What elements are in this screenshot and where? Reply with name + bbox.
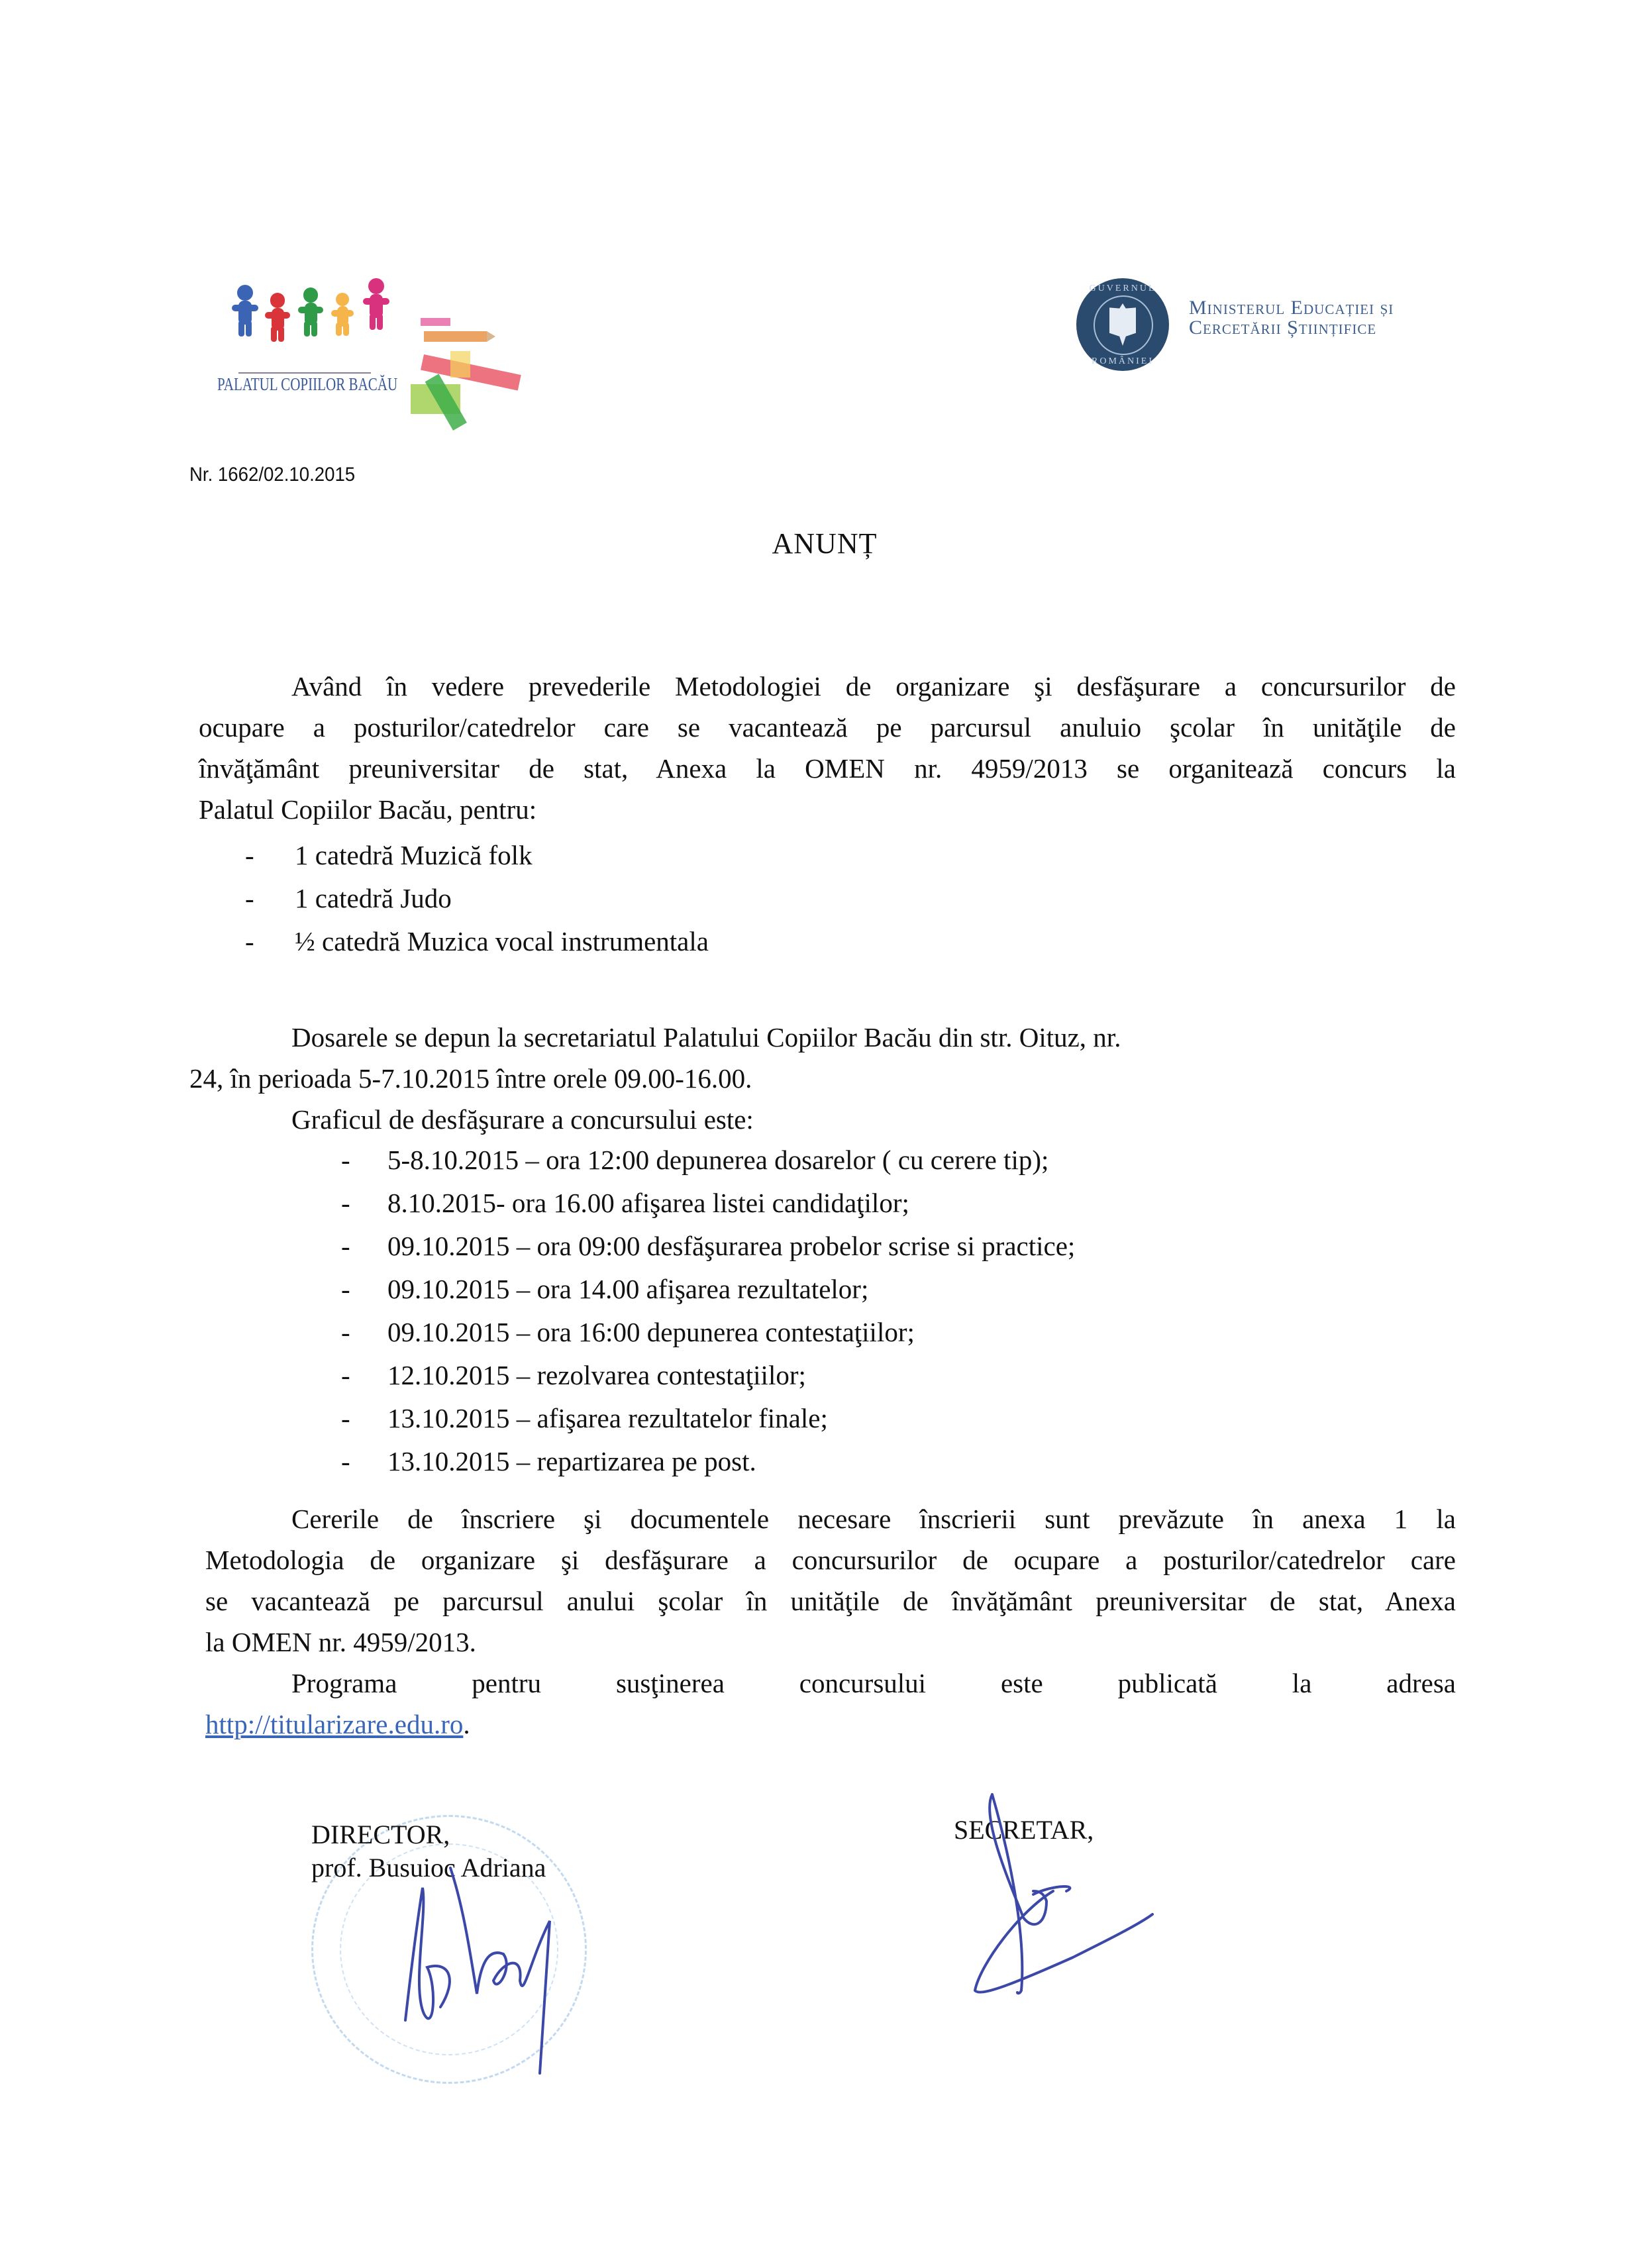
seal-bottom-text: ROMÂNIEI [1092, 356, 1154, 366]
requirements-paragraph [205, 1498, 1456, 1745]
schedule-text: 5-8.10.2015 – ora 12:00 depunerea dosarelor ( cu cerere tip); [387, 1145, 1049, 1175]
list-dash: - [245, 926, 254, 956]
government-seal-icon [1076, 278, 1169, 371]
requirements-line: Cererile de înscriere şi documentele necesare înscrierii sunt prevăzute în anexa 1 la [291, 1504, 1456, 1534]
seal-top-text: GUVERNUL [1089, 284, 1156, 293]
schedule-text: 09.10.2015 – ora 09:00 desfăşurarea probelor scrise si practice; [387, 1231, 1076, 1261]
link-suffix: . [463, 1709, 470, 1739]
position-text: 1 catedră Muzică folk [295, 840, 533, 870]
position-text: 1 catedră Judo [295, 883, 452, 913]
director-signature-stroke [405, 1868, 550, 2073]
schedule-text: 09.10.2015 – ora 14.00 afişarea rezultatelor; [387, 1274, 869, 1304]
secretary-signature-icon [974, 1792, 1199, 2017]
program-link-line [205, 1704, 1456, 1745]
schedule-intro: Graficul de desfăşurare a concursului este: [291, 1104, 754, 1135]
list-dash: - [341, 1145, 350, 1175]
list-dash: - [341, 1403, 350, 1433]
list-dash: - [341, 1231, 350, 1261]
logo-divider [238, 372, 371, 374]
list-dash: - [341, 1274, 350, 1304]
intro-line: Având în vedere prevederile Metodologiei de organizare şi desfăşurare a concursurilor de [291, 671, 1456, 701]
colored-pencils-icon [411, 311, 570, 431]
intro-line: ocupare a posturilor/catedrelor care se vacantează pe parcursul anuluio şcolar în unităţile de [199, 712, 1456, 743]
logo-institution-name: PALATUL COPIILOR BACĂU [217, 374, 398, 394]
director-title: DIRECTOR, [311, 1820, 450, 1849]
submission-paragraph [189, 1017, 1121, 1140]
list-dash: - [341, 1446, 350, 1476]
ministry-name [1189, 298, 1394, 338]
secretary-signature-stroke [975, 1794, 1152, 1993]
schedule-text: 09.10.2015 – ora 16:00 depunerea contestaţiilor; [387, 1317, 915, 1347]
submission-line: Dosarele se depun la secretariatul Palatului Copiilor Bacău din str. Oituz, nr. [291, 1022, 1121, 1053]
requirements-line: la OMEN nr. 4959/2013. [205, 1627, 476, 1657]
list-dash: - [245, 883, 254, 913]
secretary-title: SECRETAR, [954, 1815, 1094, 1845]
intro-line: învăţământ preuniversitar de stat, Anexa la OMEN nr. 4959/2013 se organitează concurs la [199, 753, 1456, 784]
director-name: prof. Busuioc Adriana [311, 1853, 546, 1882]
director-signature-icon [371, 1855, 623, 2080]
submission-line: 24, în perioada 5-7.10.2015 între orele 09.00-16.00. [189, 1063, 752, 1094]
intro-paragraph [199, 666, 1456, 830]
schedule-text: 13.10.2015 – afişarea rezultatelor finale; [387, 1403, 828, 1433]
ministry-name-line-1: Ministerul Educației și [1189, 297, 1394, 319]
list-dash: - [341, 1188, 350, 1218]
list-dash: - [341, 1317, 350, 1347]
intro-line: Palatul Copiilor Bacău, pentru: [199, 794, 537, 825]
list-dash: - [341, 1360, 350, 1390]
document-title: ANUNȚ [772, 527, 878, 560]
position-text: ½ catedră Muzica vocal instrumentala [295, 926, 709, 956]
titularizare-link[interactable]: http://titularizare.edu.ro [205, 1709, 464, 1739]
requirements-line: Metodologia de organizare şi desfăşurare a concursurilor de ocupare a posturilor/catedrelor care [205, 1545, 1456, 1575]
schedule-text: 8.10.2015- ora 16.00 afişarea listei candidaţilor; [387, 1188, 909, 1218]
ministry-name-line-2: Cercetării Științifice [1189, 317, 1377, 338]
program-line: Programa pentru susţinerea concursului este publicată la adresa [291, 1668, 1456, 1698]
ministry-logo [1076, 278, 1527, 384]
list-dash: - [245, 840, 254, 870]
palatul-copiilor-logo [212, 265, 583, 417]
requirements-line: se vacantează pe parcursul anului şcolar în unităţile de învăţământ preuniversitar de stat, Anexa [205, 1586, 1456, 1616]
schedule-text: 13.10.2015 – repartizarea pe post. [387, 1446, 756, 1476]
document-number: Nr. 1662/02.10.2015 [189, 464, 356, 486]
schedule-text: 12.10.2015 – rezolvarea contestaţiilor; [387, 1360, 806, 1390]
